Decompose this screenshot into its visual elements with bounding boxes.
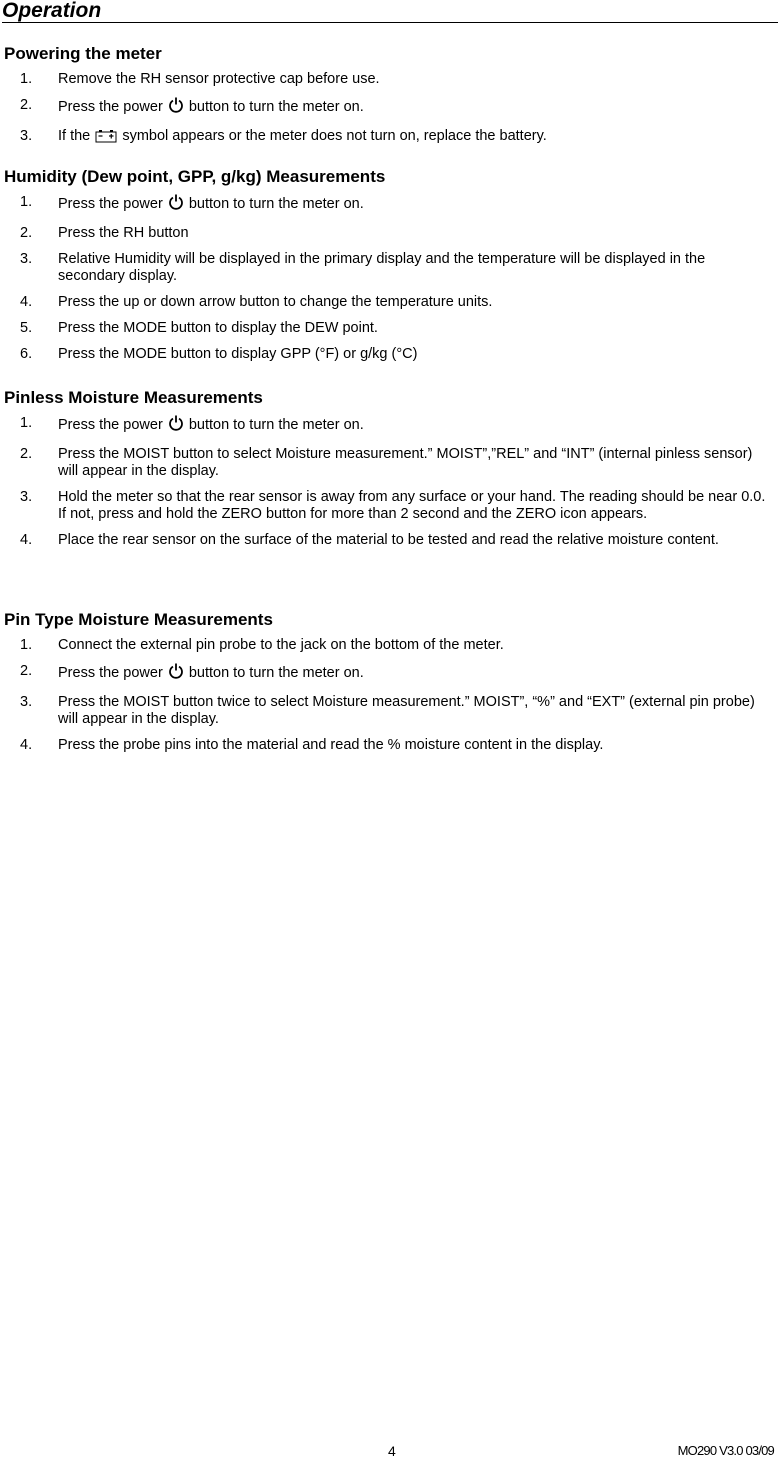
step-text: Press the power (58, 99, 163, 115)
power-icon (168, 663, 184, 685)
step-list (4, 415, 776, 549)
step-text: Place the rear sensor on the surface of the material to be tested and read the relative moisture content. (58, 532, 719, 548)
page-title: Operation (2, 0, 778, 23)
step-number: 2. (20, 446, 33, 462)
section-heading: Humidity (Dew point, GPP, g/kg) Measurements (4, 167, 386, 186)
section-heading: Pinless Moisture Measurements (4, 388, 263, 407)
step-text: Connect the external pin probe to the jack on the bottom of the meter. (58, 637, 504, 653)
step-number: 3. (20, 694, 33, 710)
step-number: 1. (20, 637, 33, 653)
step-text: Press the MOIST button to select Moisture measurement.” MOIST”,”REL” and “INT” (internal pinless sensor) will appear in the display. (58, 446, 753, 479)
step-number: 6. (20, 346, 33, 362)
step-text: Hold the meter so that the rear sensor is away from any surface or your hand. The reading should be near 0.0. If not, press and hold the ZERO button for more than 2 second and the ZERO icon appears. (58, 489, 766, 522)
section-4 (4, 610, 776, 754)
step-number: 5. (20, 320, 33, 336)
step-item (4, 489, 776, 523)
step-list (4, 71, 776, 148)
section-heading: Powering the meter (4, 44, 162, 63)
step-text: Press the power (58, 665, 163, 681)
step-item (4, 446, 776, 480)
step-text: Press the power (58, 196, 163, 212)
step-text: Press the power (58, 417, 163, 433)
step-number: 1. (20, 194, 33, 210)
document-version: MO290 V3.0 03/09 (677, 1443, 774, 1458)
step-number: 2. (20, 225, 33, 241)
step-text: Remove the RH sensor protective cap before use. (58, 71, 380, 87)
step-item (4, 737, 776, 754)
step-item (4, 71, 776, 88)
section-heading: Pin Type Moisture Measurements (4, 610, 273, 629)
step-text: Relative Humidity will be displayed in the primary display and the temperature will be displayed in the secondary display. (58, 251, 706, 284)
step-text: button to turn the meter on. (188, 196, 364, 212)
step-text: symbol appears or the meter does not turn on, replace the battery. (122, 128, 547, 144)
step-number: 1. (20, 71, 33, 87)
step-item (4, 346, 776, 363)
step-item (4, 663, 776, 685)
step-item (4, 637, 776, 654)
step-item (4, 194, 776, 216)
section-2 (4, 167, 776, 363)
step-item (4, 294, 776, 311)
step-list (4, 194, 776, 363)
battery-icon (95, 129, 117, 148)
step-item (4, 694, 776, 728)
step-text: button to turn the meter on. (188, 99, 364, 115)
step-item (4, 128, 776, 148)
step-text: If the (58, 128, 91, 144)
step-number: 4. (20, 532, 33, 548)
step-number: 4. (20, 737, 33, 753)
step-text: Press the up or down arrow button to change the temperature units. (58, 294, 493, 310)
step-item (4, 251, 776, 285)
step-text: Press the MODE button to display GPP (°F) or g/kg (°C) (58, 346, 418, 362)
step-text: button to turn the meter on. (188, 417, 364, 433)
step-item (4, 320, 776, 337)
step-number: 4. (20, 294, 33, 310)
step-text: Press the RH button (58, 225, 189, 241)
power-icon (168, 415, 184, 437)
step-number: 2. (20, 663, 33, 679)
step-number: 3. (20, 489, 33, 505)
step-item (4, 415, 776, 437)
step-item (4, 97, 776, 119)
section-1 (4, 44, 776, 148)
section-3 (4, 388, 776, 549)
step-text: Press the MODE button to display the DEW point. (58, 320, 378, 336)
power-icon (168, 97, 184, 119)
step-number: 3. (20, 251, 33, 267)
step-text: Press the probe pins into the material and read the % moisture content in the display. (58, 737, 604, 753)
step-number: 3. (20, 128, 33, 144)
step-number: 2. (20, 97, 33, 113)
step-list (4, 637, 776, 754)
step-item (4, 532, 776, 549)
step-item (4, 225, 776, 242)
step-text: Press the MOIST button twice to select Moisture measurement.” MOIST”, “%” and “EXT” (external pin probe) will appear in the display. (58, 694, 755, 727)
power-icon (168, 194, 184, 216)
step-number: 1. (20, 415, 33, 431)
step-text: button to turn the meter on. (188, 665, 364, 681)
page-number: 4 (388, 1443, 396, 1459)
